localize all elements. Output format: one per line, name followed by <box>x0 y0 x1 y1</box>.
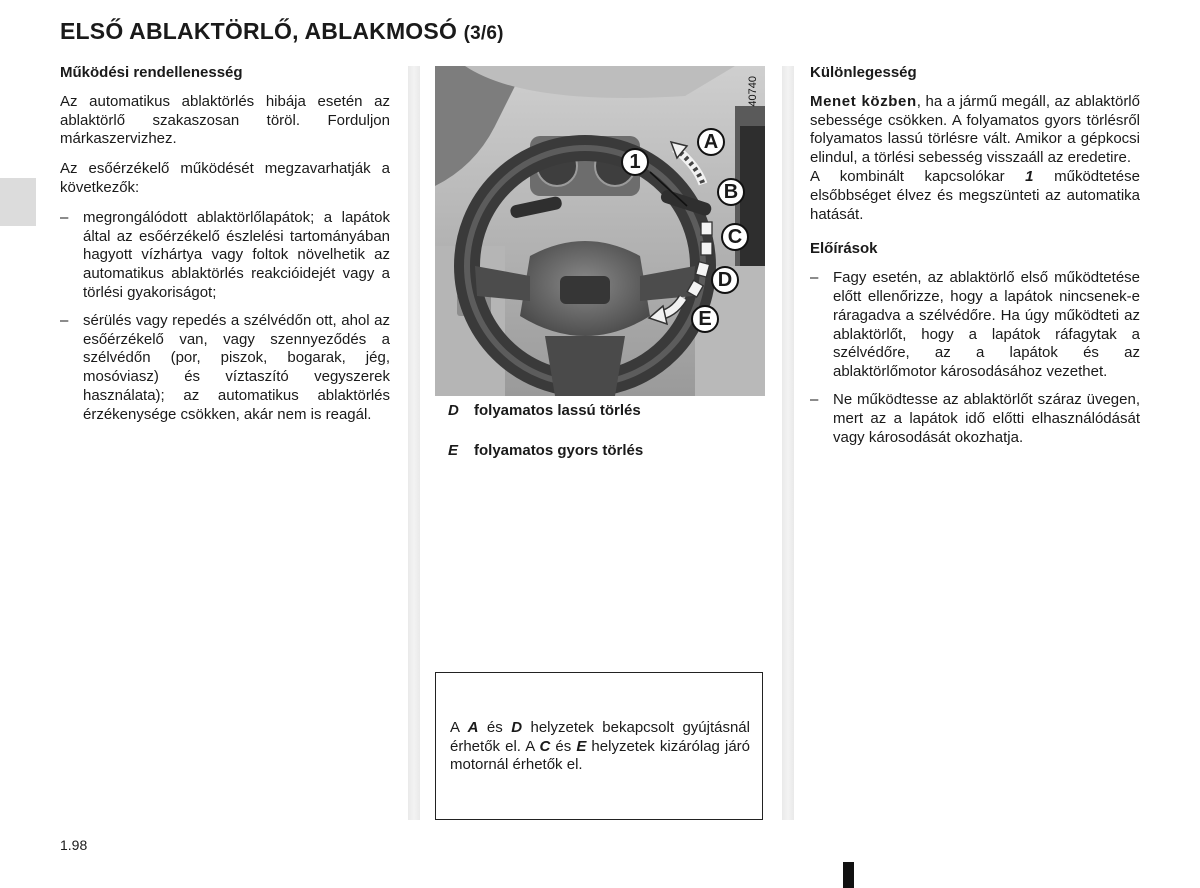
fig-marker-b: B <box>717 178 745 206</box>
note-text: A A és D helyzetek bekapcsolt gyújtásnál érhetők el. A C és E helyzetek kizárólag járó motornál érhetők el. <box>450 719 750 773</box>
steering-wheel-drawing <box>435 66 765 396</box>
fig-marker-c: C <box>721 223 749 251</box>
malfunction-heading: Működési rendellenesség <box>60 64 243 81</box>
page-title <box>60 18 504 45</box>
left-paragraph-1: Az automatikus ablaktörlés hibája esetén az ablaktörlő szakaszosan töröl. Forduljon márkaszervizhez. <box>60 92 390 148</box>
left-column <box>60 64 390 434</box>
lead-text: Menet közben <box>810 92 917 110</box>
legend-item-e <box>448 442 768 459</box>
legend-text: folyamatos lassú törlés <box>474 402 641 419</box>
column-divider-left <box>408 66 420 820</box>
left-paragraph-2: Az esőérzékelő működését megzavarhatják a következők: <box>60 160 390 196</box>
page-number: 1.98 <box>60 837 88 853</box>
section-indicator: (3/6) <box>463 23 504 44</box>
figure-id: 40740 <box>747 76 759 107</box>
fig-marker-1: 1 <box>621 148 649 176</box>
list-item: – Ne működtesse az ablaktörlőt száraz üvegen, mert az a lapátok idő előtti elhasználódását vagy károsodását okozhatja. <box>810 391 1140 447</box>
legend-key: D <box>448 402 459 419</box>
list-item: – Fagy esetén, az ablaktörlő első működtetése előtt ellenőrizze, hogy a lapátok nincsenek-e ráragadva a szélvédőre. Ha úgy működteti az ablaktörlőt, hogy a lapátok ráfagytak a szélvédőre, az a lapátok és az ablaktörlőmotor károsodásához vezethet. <box>810 269 1140 382</box>
special-heading: Különlegesség <box>810 64 917 81</box>
chapter-tab <box>0 178 36 226</box>
right-column <box>810 64 1140 456</box>
legend-key: E <box>448 442 459 459</box>
regulations-list <box>810 269 1140 447</box>
steering-wheel-illustration <box>435 66 765 396</box>
fig-marker-e: E <box>691 305 719 333</box>
title-text: ELSŐ ABLAKTÖRLŐ, ABLAKMOSÓ <box>60 18 458 44</box>
regulations-heading: Előírások <box>810 240 878 258</box>
list-item: – sérülés vagy repedés a szélvédőn ott, ahol az esőérzékelő van, vagy szennyeződés a szélvédőn (por, piszok, bogarak, jég, mosóviasz) és víztaszító vegyszerek használata); az automatikus ablaktörlés érzékenysége csökken, akár nem is reagál. <box>60 312 390 425</box>
right-paragraph-2: A kombinált kapcsolókar 1 működtetése elsőbbséget élvez és megszünteti az automatika hatását. <box>810 167 1140 223</box>
legend-text: folyamatos gyors törlés <box>474 442 644 459</box>
legend-item-d <box>448 402 768 419</box>
fig-marker-a: A <box>697 128 725 156</box>
list-item: – megrongálódott ablaktörlőlapátok; a lapátok által az esőérzékelő észlelési tartományában hagyott vízhártya vagy foltok növelhetik az automatikus ablaktörlés reakcióidejét vagy a törlési gyakoriságot; <box>60 209 390 303</box>
right-paragraph-1: Menet közben, ha a jármű megáll, az ablaktörlő sebessége csökken. A folyamatos gyors törlésről folyamatos lassú törlésre vált. Amikor a gépkocsi elindul, a törlési sebesség visszaáll az eredetire. <box>810 92 1140 167</box>
fig-marker-d: D <box>711 266 739 294</box>
column-divider-right <box>782 66 794 820</box>
disturbance-list <box>60 209 390 425</box>
page-edge-marker <box>843 862 854 888</box>
note-box <box>435 672 763 820</box>
